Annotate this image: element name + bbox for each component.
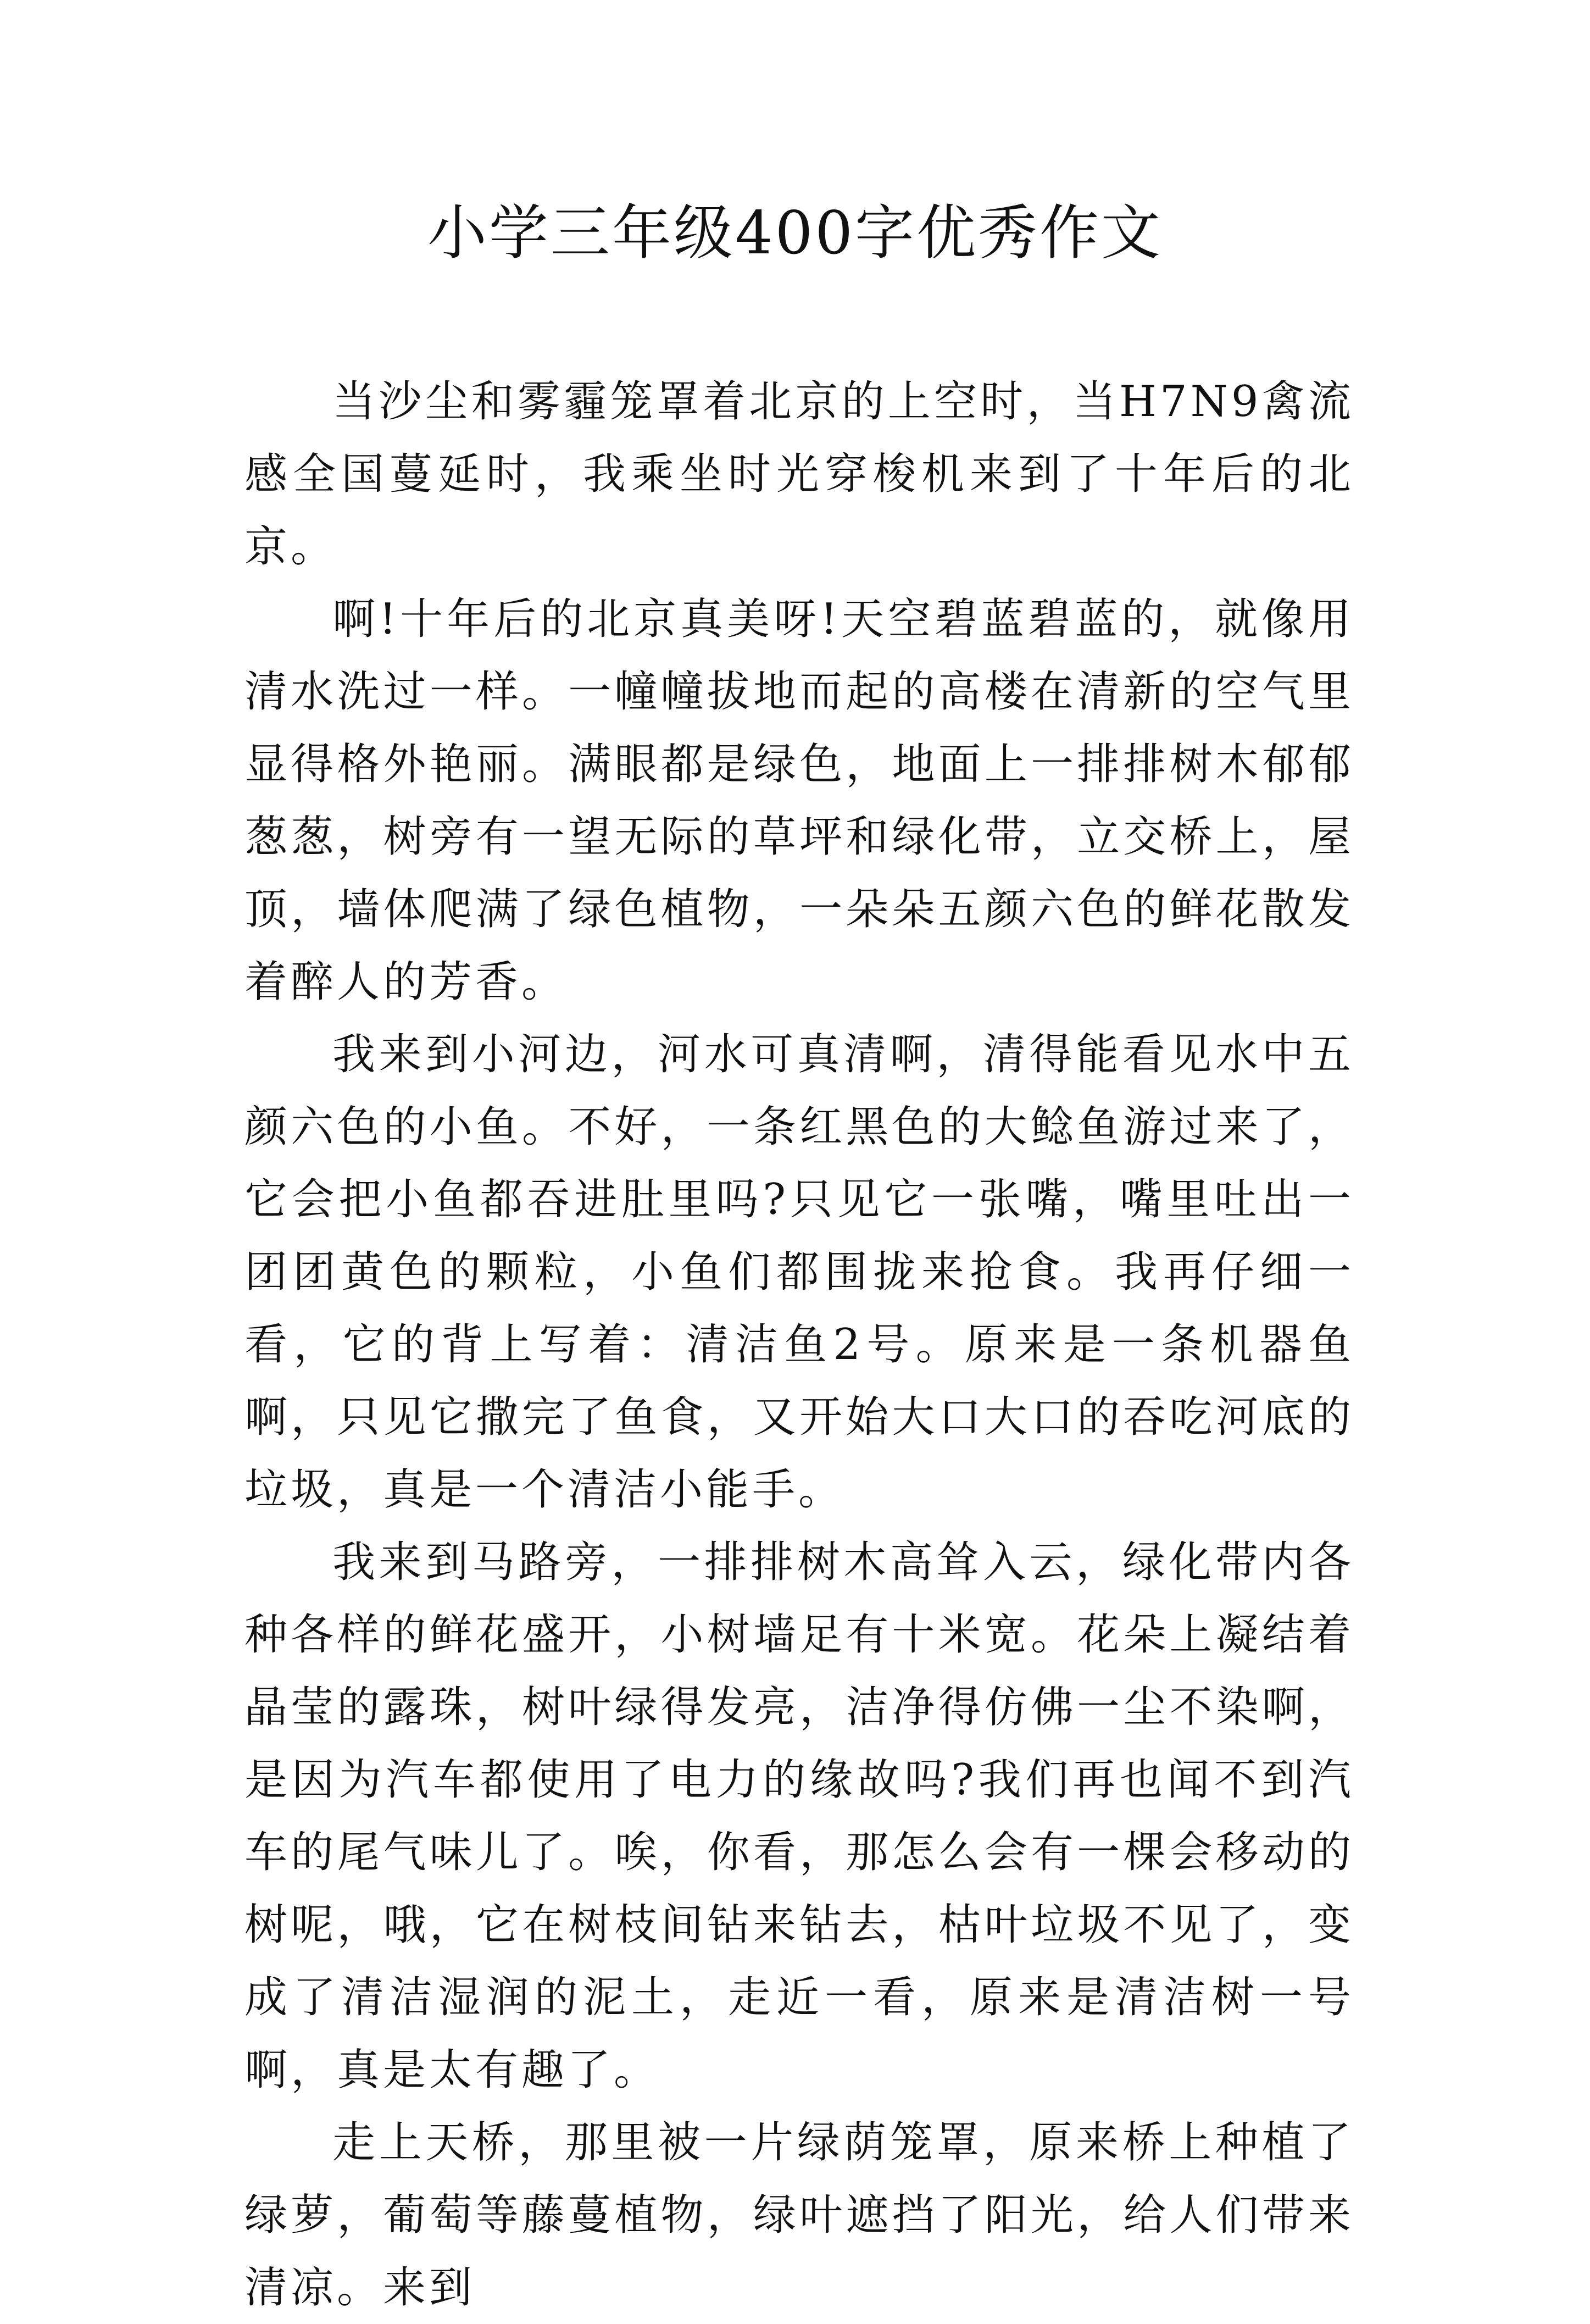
page-title: 小学三年级400字优秀作文	[427, 199, 1163, 268]
paragraph-2: 啊!十年后的北京真美呀!天空碧蓝碧蓝的，就像用清水洗过一样。一幢幢拔地而起的高楼在清新的空气里显得格外艳丽。满眼都是绿色，地面上一排排树木郁郁葱葱，树旁有一望无际的草坪和绿化带，立交桥上，屋顶，墙体爬满了绿色植物，一朵朵五颜六色的鲜花散发着醉人的芳香。	[244, 595, 1354, 1007]
paragraph-1: 当沙尘和雾霾笼罩着北京的上空时，当H7N9禽流感全国蔓延时，我乘坐时光穿梭机来到了十年后的北京。	[244, 377, 1354, 572]
essay-body	[244, 365, 1354, 2324]
paragraph-3: 我来到小河边，河水可真清啊，清得能看见水中五颜六色的小鱼。不好，一条红黑色的大鲶鱼游过来了，它会把小鱼都吞进肚里吗?只见它一张嘴，嘴里吐出一团团黄色的颗粒，小鱼们都围拢来抢食。我再仔细一看，它的背上写着：清洁鱼2号。原来是一条机器鱼啊，只见它撒完了鱼食，又开始大口大口的吞吃河底的垃圾，真是一个清洁小能手。	[244, 1030, 1354, 1515]
paragraph-4: 我来到马路旁，一排排树木高耸入云，绿化带内各种各样的鲜花盛开，小树墙足有十米宽。花朵上凝结着晶莹的露珠，树叶绿得发亮，洁净得仿佛一尘不染啊，是因为汽车都使用了电力的缘故吗?我们再也闻不到汽车的尾气味儿了。唉，你看，那怎么会有一棵会移动的树呢，哦，它在树枝间钻来钻去，枯叶垃圾不见了，变成了清洁湿润的泥土，走近一看，原来是清洁树一号啊，真是太有趣了。	[244, 1538, 1354, 2095]
paragraph-5: 走上天桥，那里被一片绿荫笼罩，原来桥上种植了绿萝，葡萄等藤蔓植物，绿叶遮挡了阳光，给人们带来清凉。来到	[244, 2118, 1354, 2312]
